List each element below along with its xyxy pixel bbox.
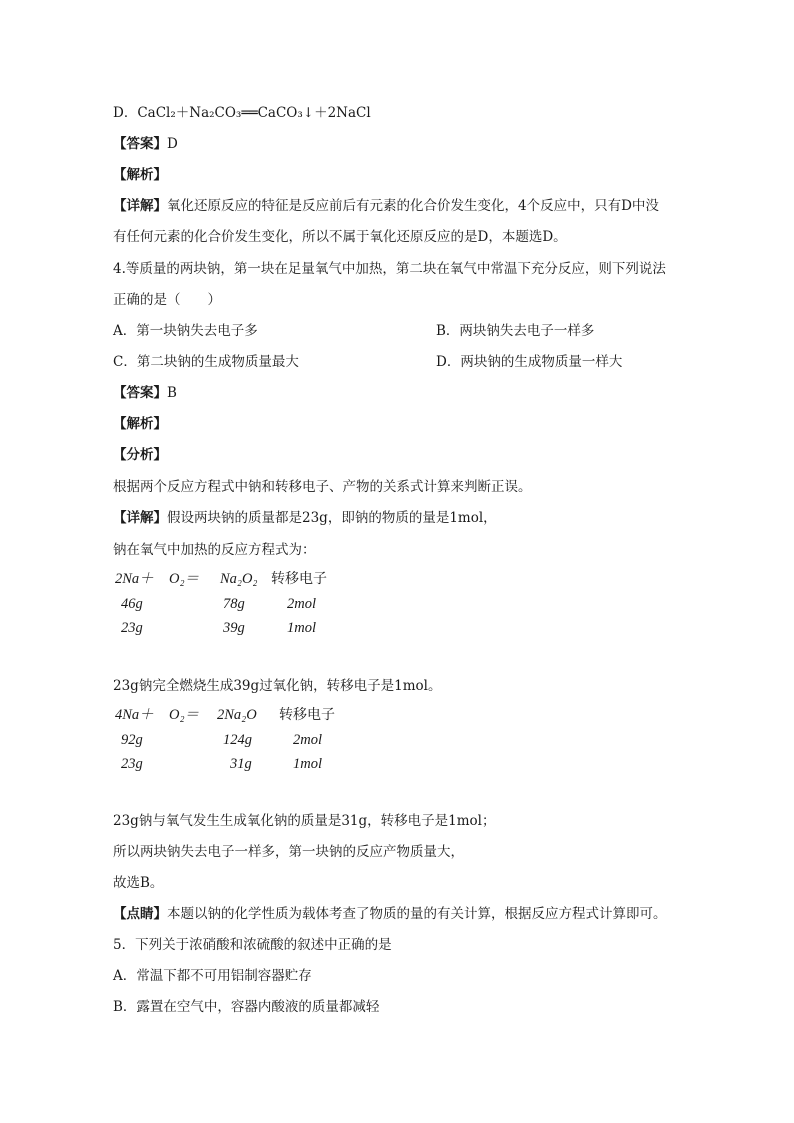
eq-cell: 23g [121, 620, 143, 636]
detail-text: 氧化还原反应的特征是反应前后有元素的化合价发生变化，4个反应中，只有D中没 [167, 198, 659, 214]
q5-stem: 5．下列关于浓硝酸和浓硫酸的叙述中正确的是 [113, 937, 392, 953]
eq-cell: 23g [121, 756, 143, 772]
q4-fenxi-text: 根据两个反应方程式中钠和转移电子、产物的关系式计算来判断正误。 [113, 479, 532, 495]
eq-cell: O₂＝ [169, 571, 200, 587]
dianjing-text: 本题以钠的化学性质为载体考查了物质的量的有关计算，根据反应方程式计算即可。 [167, 906, 667, 922]
eq2-row3 [113, 752, 413, 776]
detail-label: 【详解】 [113, 198, 167, 214]
q4-option-c: C．第二块钠的生成物质量最大 [113, 354, 299, 370]
q4-stem-line1: 4.等质量的两块钠，第一块在足量氧气中加热，第二块在氧气中常温下充分反应，则下列说法 [113, 261, 666, 277]
q4-stem-line2: 正确的是（ ） [113, 292, 221, 308]
q3-detail-line2: 有任何元素的化合价发生变化，所以不属于氧化还原反应的是D，本题选D。 [113, 229, 567, 245]
q4-conclusion1: 所以两块钠失去电子一样多，第一块钠的反应产物质量大， [113, 844, 464, 860]
q3-option-d: D．CaCl₂＋Na₂CO₃══CaCO₃↓＋2NaCl [113, 105, 371, 121]
detail-label: 【详解】 [113, 510, 167, 526]
eq-cell: 2mol [287, 596, 316, 612]
answer-value: D [167, 136, 178, 152]
q4-fenxi-label: 【分析】 [113, 447, 167, 463]
eq-cell: 39g [223, 620, 245, 636]
q4-detail-line2: 钠在氧气中加热的反应方程式为： [113, 542, 316, 558]
q4-option-a: A．第一块钠失去电子多 [113, 323, 258, 339]
eq1-row2 [113, 592, 413, 616]
eq-cell: 1mol [287, 620, 316, 636]
eq-cell: 31g [230, 756, 252, 772]
dianjing-label: 【点睛】 [113, 906, 167, 922]
eq-cell: 78g [223, 596, 245, 612]
eq-cell: 2mol [293, 732, 322, 748]
eq-cell: 46g [121, 596, 143, 612]
answer-value: B [167, 385, 177, 401]
q4-analysis-label: 【解析】 [113, 416, 167, 432]
q4-after-eq1: 23g钠完全燃烧生成39g过氧化钠，转移电子是1mol。 [113, 678, 442, 694]
q4-option-d: D．两块钠的生成物质量一样大 [436, 354, 623, 370]
detail-text: 假设两块钠的质量都是23g，即钠的物质的量是1mol， [167, 510, 497, 526]
q4-dianjing [113, 904, 667, 924]
q3-answer [113, 134, 178, 154]
eq2-row1 [113, 703, 413, 727]
eq2-row2 [113, 728, 413, 752]
q4-option-b: B．两块钠失去电子一样多 [436, 323, 595, 339]
q4-after-eq2: 23g钠与氧气发生生成氧化钠的质量是31g，转移电子是1mol； [113, 813, 496, 829]
eq-cell: 转移电子 [271, 571, 327, 587]
q4-detail-line1 [113, 508, 497, 528]
eq-cell: 1mol [293, 756, 322, 772]
eq-cell: 2Na＋ [115, 571, 154, 587]
q3-detail-line1 [113, 196, 659, 216]
q3-analysis-label: 【解析】 [113, 167, 167, 183]
eq-cell: O₂＝ [169, 707, 200, 723]
eq1-row1 [113, 567, 413, 591]
eq-cell: 124g [223, 732, 252, 748]
eq-cell: Na₂O₂ [220, 571, 258, 587]
eq-cell: 4Na＋ [115, 707, 154, 723]
eq-cell: 2Na₂O [217, 707, 257, 723]
eq-cell: 转移电子 [279, 707, 335, 723]
answer-label: 【答案】 [113, 136, 167, 152]
answer-label: 【答案】 [113, 385, 167, 401]
q5-option-a: A．常温下都不可用铝制容器贮存 [113, 968, 312, 984]
eq-cell: 92g [121, 732, 143, 748]
q5-option-b: B．露置在空气中，容器内酸液的质量都减轻 [113, 999, 380, 1015]
q4-conclusion2: 故选B。 [113, 875, 164, 891]
q4-answer [113, 383, 177, 403]
eq1-row3 [113, 616, 413, 640]
